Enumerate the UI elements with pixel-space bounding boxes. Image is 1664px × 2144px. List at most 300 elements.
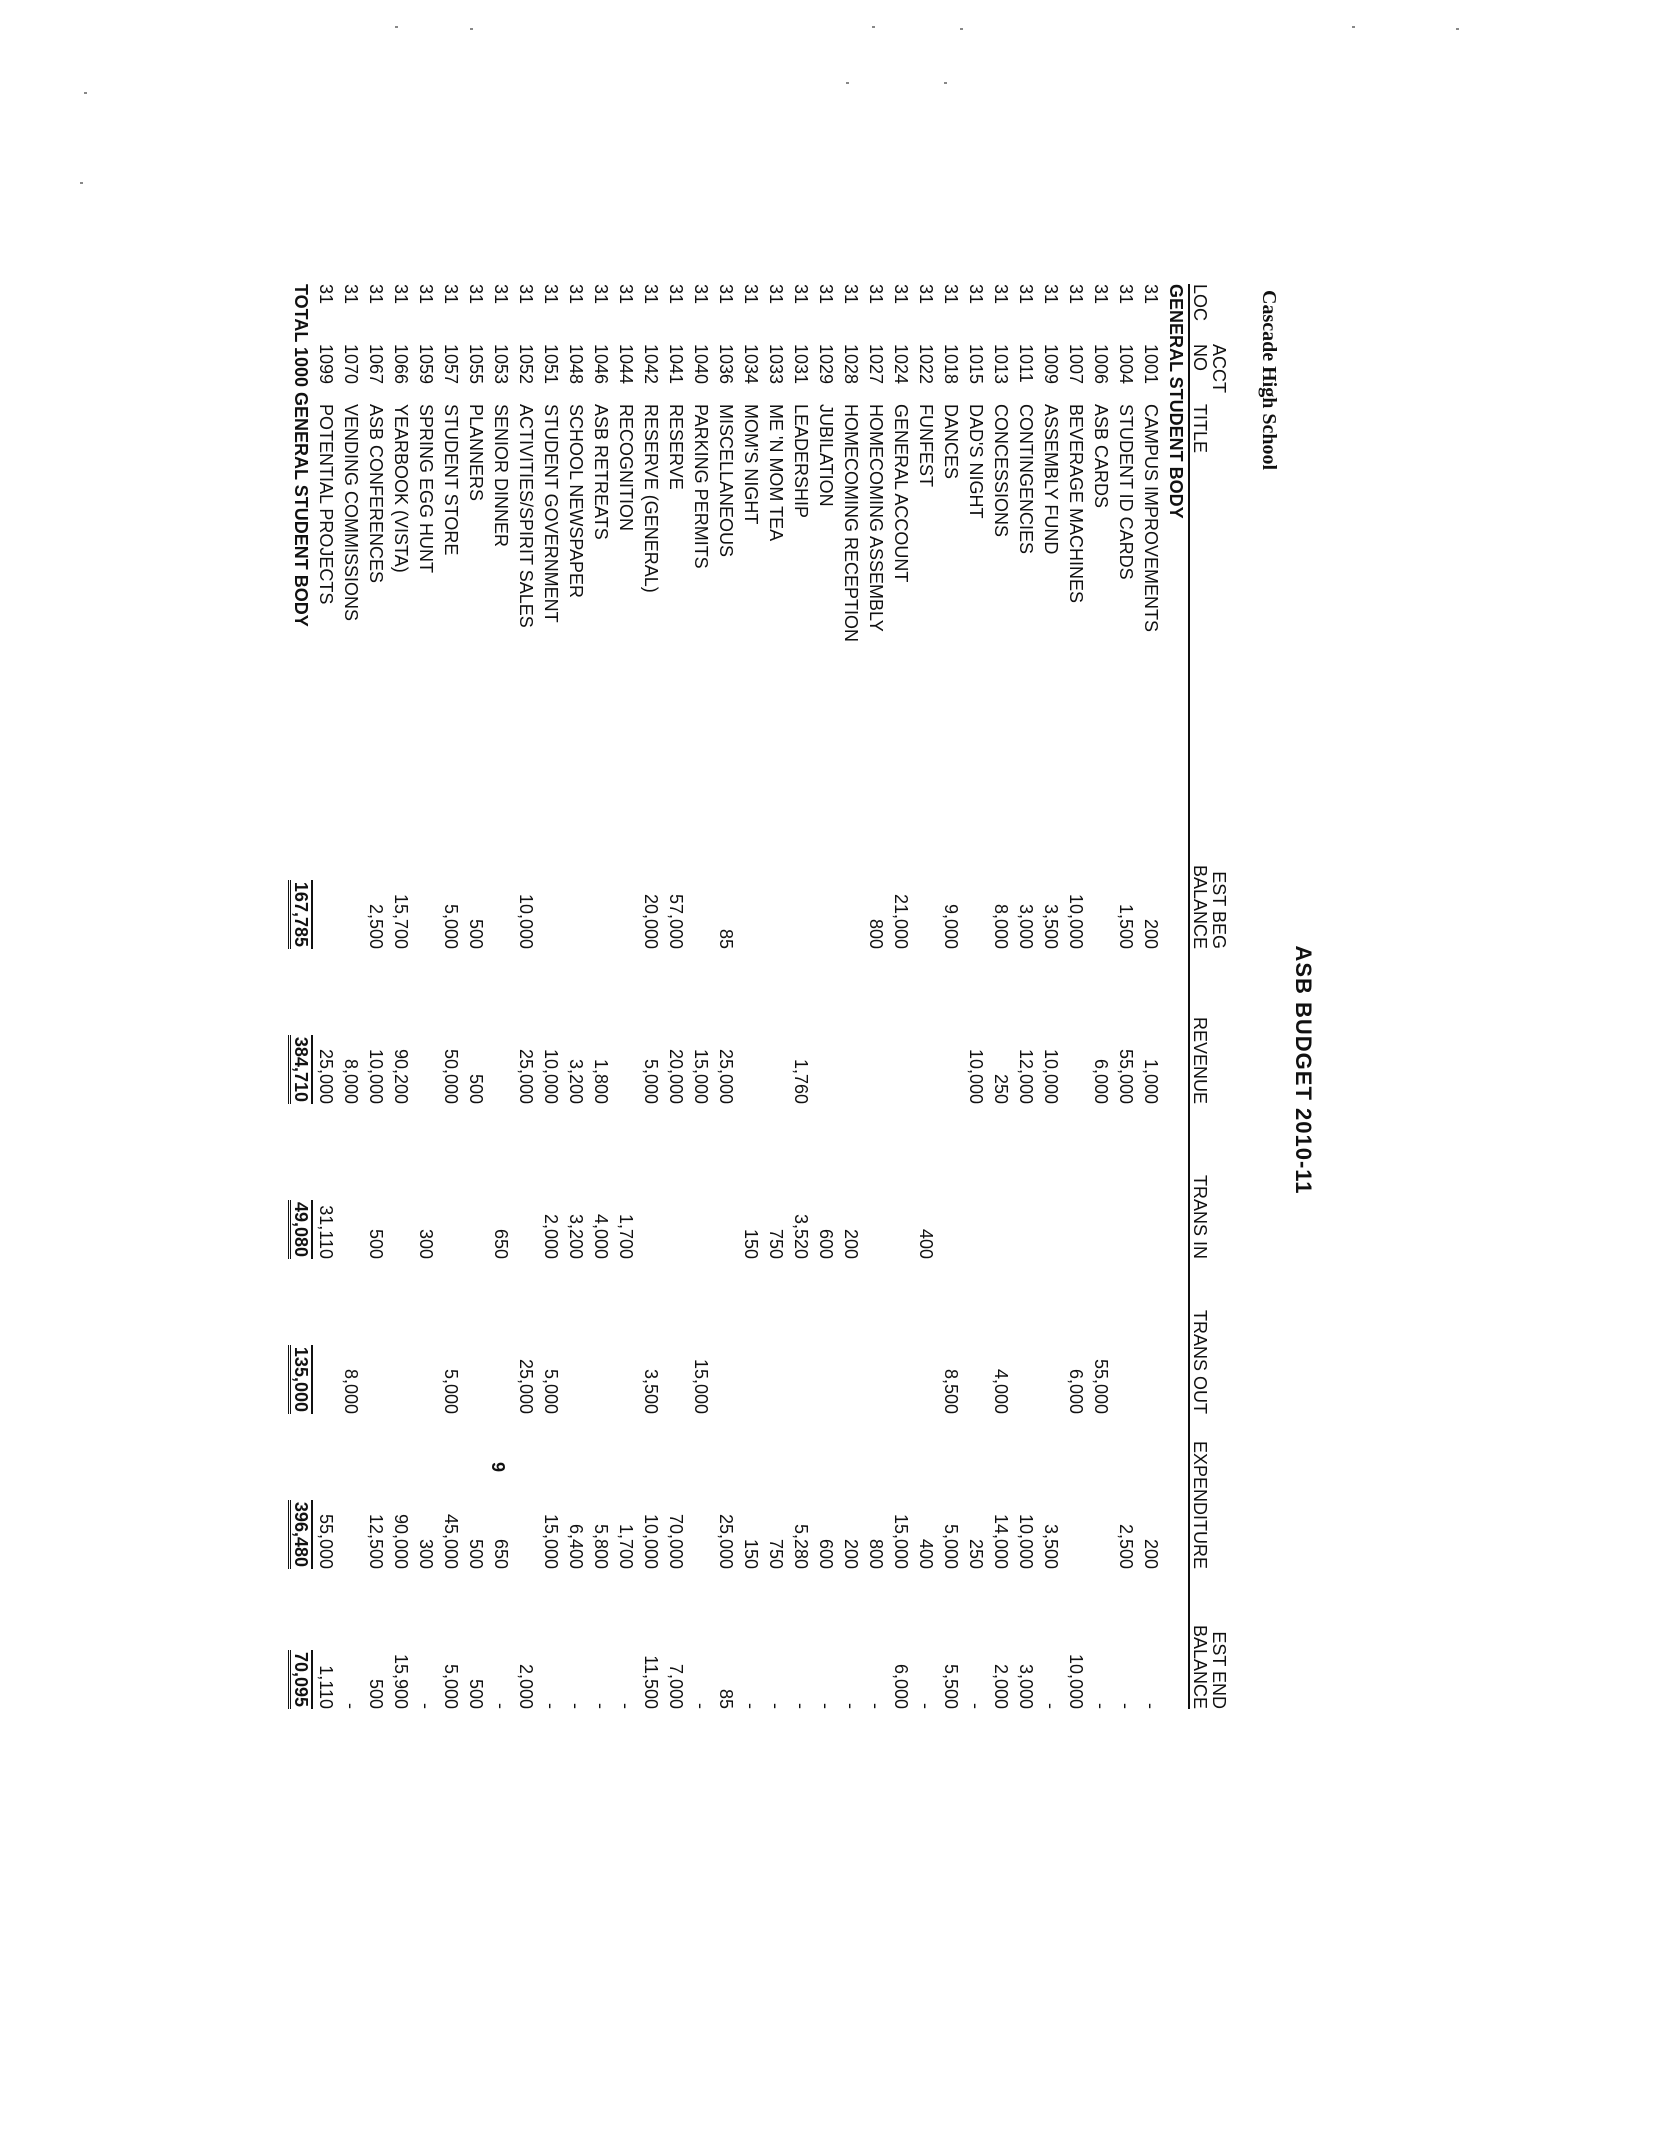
- row-expenditure: 5,800: [591, 1523, 611, 1569]
- table-body: [313, 284, 1189, 1709]
- row-trans-in: 31,110: [316, 1205, 336, 1259]
- row-revenue: [763, 949, 788, 1104]
- row-est-beg-balance: 3,000: [1016, 903, 1036, 949]
- row-trans-in: [863, 1104, 888, 1259]
- table-row: [938, 284, 963, 1709]
- row-acct-no: 1022: [916, 344, 936, 385]
- row-title: RECOGNITION: [616, 404, 636, 532]
- row-trans-in: [663, 1104, 688, 1259]
- row-revenue: [913, 949, 938, 1104]
- row-revenue: [888, 949, 913, 1104]
- row-est-beg-balance: 21,000: [891, 893, 911, 949]
- row-est-beg-balance: 10,000: [516, 893, 536, 949]
- row-loc: 31: [366, 284, 386, 305]
- row-loc: 31: [591, 284, 611, 305]
- row-loc: 31: [891, 284, 911, 305]
- col-header-title: TITLE: [1189, 394, 1244, 794]
- row-trans-in: 600: [816, 1228, 836, 1259]
- row-trans-in: 3,520: [791, 1213, 811, 1259]
- row-est-beg-balance: 57,000: [666, 893, 686, 949]
- row-title: LEADERSHIP: [791, 404, 811, 519]
- row-expenditure: 70,000: [666, 1513, 686, 1569]
- row-expenditure: 1,700: [616, 1523, 636, 1569]
- row-loc: 31: [1091, 284, 1111, 305]
- row-title: ACTIVITIES/SPIRIT SALES: [516, 404, 536, 628]
- table-row: [1013, 284, 1038, 1709]
- scan-speck: [872, 26, 875, 28]
- row-revenue: 50,000: [441, 1048, 461, 1104]
- row-est-beg-balance: [413, 794, 438, 949]
- row-est-beg-balance: [488, 794, 513, 949]
- row-est-beg-balance: [788, 794, 813, 949]
- row-loc: 31: [316, 284, 336, 305]
- row-acct-no: 1041: [666, 344, 686, 385]
- row-acct-no: 1006: [1091, 344, 1111, 385]
- row-trans-out: [1113, 1259, 1138, 1414]
- row-acct-no: 1031: [791, 344, 811, 385]
- row-loc: 31: [1066, 284, 1086, 305]
- row-revenue: 1,800: [591, 1058, 611, 1104]
- row-expenditure: 10,000: [1016, 1513, 1036, 1569]
- table-row: [763, 284, 788, 1709]
- row-trans-in: [1013, 1104, 1038, 1259]
- row-acct-no: 1001: [1141, 344, 1161, 385]
- row-est-end-balance: 2,000: [991, 1663, 1011, 1709]
- row-expenditure: 250: [966, 1538, 986, 1569]
- row-est-beg-balance: 10,000: [1066, 893, 1086, 949]
- row-trans-in: [1113, 1104, 1138, 1259]
- row-title: STUDENT STORE: [441, 404, 461, 556]
- row-title: DAD'S NIGHT: [966, 404, 986, 519]
- row-title: VENDING COMMISSIONS: [341, 404, 361, 622]
- row-trans-out: 5,000: [541, 1368, 561, 1414]
- row-est-beg-balance: 15,700: [391, 893, 411, 949]
- row-trans-in: [438, 1104, 463, 1259]
- scan-speck: [1456, 28, 1459, 30]
- row-revenue: 1,000: [1141, 1058, 1161, 1104]
- row-revenue: 55,000: [1116, 1048, 1136, 1104]
- row-expenditure: 650: [491, 1538, 511, 1569]
- row-acct-no: 1013: [991, 344, 1011, 385]
- row-title: HOMECOMING RECEPTION: [841, 404, 861, 643]
- table-row: [688, 284, 713, 1709]
- row-loc: 31: [716, 284, 736, 305]
- table-row: [638, 284, 663, 1709]
- row-acct-no: 1051: [541, 344, 561, 385]
- row-est-beg-balance: [588, 794, 613, 949]
- row-loc: 31: [1016, 284, 1036, 305]
- row-expenditure: 5,280: [791, 1523, 811, 1569]
- total-row: [288, 284, 313, 1709]
- row-revenue: [613, 949, 638, 1104]
- row-est-beg-balance: [313, 794, 338, 949]
- row-revenue: [838, 949, 863, 1104]
- row-est-end-balance: 10,000: [1066, 1653, 1086, 1709]
- document-body: [291, 284, 1320, 1850]
- row-trans-in: 200: [841, 1228, 861, 1259]
- row-loc: 31: [741, 284, 761, 305]
- row-revenue: 250: [991, 1073, 1011, 1104]
- row-expenditure: 300: [416, 1538, 436, 1569]
- row-est-end-balance: -: [591, 1703, 611, 1709]
- row-loc: 31: [491, 284, 511, 305]
- row-title: ASB RETREATS: [591, 404, 611, 540]
- table-row: [788, 284, 813, 1709]
- row-revenue: 10,000: [366, 1048, 386, 1104]
- row-title: SCHOOL NEWSPAPER: [566, 404, 586, 599]
- row-trans-in: 3,200: [566, 1213, 586, 1259]
- row-acct-no: 1007: [1066, 344, 1086, 385]
- row-est-beg-balance: [1088, 794, 1113, 949]
- table-row: [813, 284, 838, 1709]
- row-revenue: [813, 949, 838, 1104]
- total-revenue: 384,710: [288, 949, 313, 1104]
- col-header-est-end-balance: EST END BALANCE: [1189, 1569, 1244, 1709]
- row-trans-out: [913, 1259, 938, 1414]
- row-title: FUNFEST: [916, 404, 936, 487]
- row-revenue: 1,760: [791, 1058, 811, 1104]
- row-trans-in: 1,700: [616, 1213, 636, 1259]
- row-loc: 31: [566, 284, 586, 305]
- table-header-row: [1189, 284, 1244, 1709]
- row-trans-out: [388, 1259, 413, 1414]
- row-trans-in: [888, 1104, 913, 1259]
- row-revenue: 500: [466, 1073, 486, 1104]
- row-title: CAMPUS IMPROVEMENTS: [1141, 404, 1161, 633]
- row-trans-in: [638, 1104, 663, 1259]
- row-acct-no: 1029: [816, 344, 836, 385]
- row-acct-no: 1046: [591, 344, 611, 385]
- row-revenue: [938, 949, 963, 1104]
- row-loc: 31: [541, 284, 561, 305]
- row-est-end-balance: 5,000: [441, 1663, 461, 1709]
- row-est-beg-balance: [738, 794, 763, 949]
- row-trans-out: 15,000: [691, 1358, 711, 1414]
- row-est-end-balance: -: [541, 1703, 561, 1709]
- row-acct-no: 1070: [341, 344, 361, 385]
- row-est-beg-balance: [913, 794, 938, 949]
- col-header-loc: LOC: [1189, 284, 1244, 344]
- row-acct-no: 1018: [941, 344, 961, 385]
- row-trans-in: [513, 1104, 538, 1259]
- row-est-beg-balance: [613, 794, 638, 949]
- row-trans-out: [463, 1259, 488, 1414]
- row-trans-out: [888, 1259, 913, 1414]
- row-expenditure: 55,000: [316, 1513, 336, 1569]
- row-loc: 31: [516, 284, 536, 305]
- row-title: CONTINGENCIES: [1016, 404, 1036, 555]
- row-revenue: 20,000: [666, 1048, 686, 1104]
- col-header-acct: ACCT NO: [1189, 344, 1244, 394]
- table-row: [413, 284, 438, 1709]
- row-trans-out: [313, 1259, 338, 1414]
- row-trans-out: [663, 1259, 688, 1414]
- row-est-end-balance: -: [1116, 1703, 1136, 1709]
- row-trans-out: 3,500: [641, 1368, 661, 1414]
- row-acct-no: 1099: [316, 344, 336, 385]
- row-title: RESERVE (GENERAL): [641, 404, 661, 593]
- row-est-end-balance: 6,000: [891, 1663, 911, 1709]
- row-acct-no: 1057: [441, 344, 461, 385]
- row-expenditure: [1088, 1414, 1113, 1569]
- table-row: [588, 284, 613, 1709]
- row-est-beg-balance: 500: [466, 918, 486, 949]
- row-loc: 31: [941, 284, 961, 305]
- row-expenditure: 600: [816, 1538, 836, 1569]
- table-row: [863, 284, 888, 1709]
- row-revenue: 5,000: [641, 1058, 661, 1104]
- row-loc: 31: [991, 284, 1011, 305]
- row-revenue: [413, 949, 438, 1104]
- page-number: 9: [488, 1462, 508, 1473]
- row-est-end-balance: -: [616, 1703, 636, 1709]
- row-trans-out: [963, 1259, 988, 1414]
- row-acct-no: 1034: [741, 344, 761, 385]
- row-expenditure: 25,000: [716, 1513, 736, 1569]
- row-acct-no: 1040: [691, 344, 711, 385]
- row-trans-in: [988, 1104, 1013, 1259]
- row-est-beg-balance: 20,000: [641, 893, 661, 949]
- row-trans-out: [413, 1259, 438, 1414]
- school-name: Cascade High School: [1258, 290, 1280, 471]
- table-row: [613, 284, 638, 1709]
- row-expenditure: 500: [466, 1538, 486, 1569]
- row-est-end-balance: -: [341, 1703, 361, 1709]
- row-trans-out: 25,000: [516, 1358, 536, 1414]
- row-est-beg-balance: 5,000: [441, 903, 461, 949]
- row-title: STUDENT GOVERNMENT: [541, 404, 561, 623]
- row-revenue: [1063, 949, 1088, 1104]
- row-est-beg-balance: 2,500: [366, 903, 386, 949]
- row-est-beg-balance: 8,000: [991, 903, 1011, 949]
- row-loc: 31: [1141, 284, 1161, 305]
- row-est-end-balance: -: [1041, 1703, 1061, 1709]
- row-revenue: 10,000: [541, 1048, 561, 1104]
- row-trans-in: 300: [416, 1228, 436, 1259]
- row-revenue: 8,000: [341, 1058, 361, 1104]
- document-title: ASB BUDGET 2010-11: [1291, 945, 1316, 1195]
- row-trans-out: [1138, 1259, 1163, 1414]
- row-acct-no: 1055: [466, 344, 486, 385]
- table-row: [563, 284, 588, 1709]
- scan-speck: [84, 92, 87, 94]
- col-header-trans-out: TRANS OUT: [1189, 1259, 1244, 1414]
- total-trans-out: 135,000: [288, 1259, 313, 1414]
- row-trans-out: [588, 1259, 613, 1414]
- row-expenditure: 10,000: [641, 1513, 661, 1569]
- table-row: [388, 284, 413, 1709]
- scan-speck: [960, 28, 963, 30]
- row-loc: 31: [466, 284, 486, 305]
- row-trans-out: [788, 1259, 813, 1414]
- row-est-end-balance: 1,110: [316, 1665, 336, 1709]
- row-est-beg-balance: [563, 794, 588, 949]
- row-expenditure: 5,000: [941, 1523, 961, 1569]
- row-expenditure: [1063, 1414, 1088, 1569]
- row-expenditure: 200: [1141, 1538, 1161, 1569]
- row-expenditure: [338, 1414, 363, 1569]
- scan-speck: [80, 182, 83, 184]
- row-title: ASSEMBLY FUND: [1041, 404, 1061, 555]
- row-title: ME 'N MOM TEA: [766, 404, 786, 542]
- row-est-beg-balance: [838, 794, 863, 949]
- total-expenditure: 396,480: [288, 1414, 313, 1569]
- row-acct-no: 1067: [366, 344, 386, 385]
- row-est-end-balance: -: [966, 1703, 986, 1709]
- row-est-end-balance: 2,000: [516, 1663, 536, 1709]
- row-est-beg-balance: 800: [866, 918, 886, 949]
- row-trans-in: [388, 1104, 413, 1259]
- row-est-beg-balance: 3,500: [1041, 903, 1061, 949]
- row-est-end-balance: -: [1091, 1703, 1111, 1709]
- row-revenue: [738, 949, 763, 1104]
- section-row: [1163, 284, 1189, 1709]
- row-revenue: 10,000: [966, 1048, 986, 1104]
- row-acct-no: 1015: [966, 344, 986, 385]
- row-revenue: 6,000: [1091, 1058, 1111, 1104]
- row-title: YEARBOOK (VISTA): [391, 404, 411, 573]
- row-trans-in: [688, 1104, 713, 1259]
- row-title: ASB CARDS: [1091, 404, 1111, 509]
- row-est-end-balance: -: [1141, 1703, 1161, 1709]
- row-trans-out: [863, 1259, 888, 1414]
- row-est-end-balance: -: [916, 1703, 936, 1709]
- row-trans-out: [613, 1259, 638, 1414]
- row-expenditure: 150: [741, 1538, 761, 1569]
- row-expenditure: 400: [916, 1538, 936, 1569]
- table-row: [663, 284, 688, 1709]
- row-est-beg-balance: 200: [1141, 918, 1161, 949]
- row-expenditure: 15,000: [891, 1513, 911, 1569]
- table-row: [838, 284, 863, 1709]
- scan-speck: [395, 26, 398, 28]
- row-acct-no: 1052: [516, 344, 536, 385]
- row-trans-out: [563, 1259, 588, 1414]
- row-acct-no: 1048: [566, 344, 586, 385]
- budget-table: [288, 284, 1244, 1709]
- row-trans-out: 8,500: [941, 1368, 961, 1414]
- row-est-end-balance: -: [566, 1703, 586, 1709]
- row-est-end-balance: -: [491, 1703, 511, 1709]
- scan-speck: [846, 82, 849, 84]
- table-row: [1088, 284, 1113, 1709]
- table-row: [338, 284, 363, 1709]
- row-est-beg-balance: [538, 794, 563, 949]
- row-acct-no: 1059: [416, 344, 436, 385]
- scan-speck: [470, 28, 473, 30]
- row-trans-in: [963, 1104, 988, 1259]
- row-acct-no: 1009: [1041, 344, 1061, 385]
- row-trans-in: [463, 1104, 488, 1259]
- row-trans-out: [763, 1259, 788, 1414]
- row-loc: 31: [641, 284, 661, 305]
- row-trans-in: 2,000: [541, 1213, 561, 1259]
- row-est-end-balance: -: [766, 1703, 786, 1709]
- table-row: [488, 284, 513, 1709]
- row-est-beg-balance: 85: [716, 928, 736, 949]
- row-est-beg-balance: [763, 794, 788, 949]
- row-loc: 31: [416, 284, 436, 305]
- row-trans-in: [338, 1104, 363, 1259]
- row-acct-no: 1028: [841, 344, 861, 385]
- row-acct-no: 1036: [716, 344, 736, 385]
- row-expenditure: 800: [866, 1538, 886, 1569]
- row-title: GENERAL ACCOUNT: [891, 404, 911, 583]
- row-revenue: 25,000: [516, 1048, 536, 1104]
- row-trans-out: [813, 1259, 838, 1414]
- row-trans-out: [488, 1259, 513, 1414]
- table-row: [438, 284, 463, 1709]
- row-est-beg-balance: [813, 794, 838, 949]
- row-est-end-balance: 3,000: [1016, 1663, 1036, 1709]
- row-trans-out: [363, 1259, 388, 1414]
- table-row: [713, 284, 738, 1709]
- row-expenditure: 45,000: [441, 1513, 461, 1569]
- row-revenue: [488, 949, 513, 1104]
- row-trans-out: 6,000: [1066, 1368, 1086, 1414]
- table-row: [313, 284, 338, 1709]
- row-trans-out: [1013, 1259, 1038, 1414]
- row-expenditure: 15,000: [541, 1513, 561, 1569]
- row-est-end-balance: -: [741, 1703, 761, 1709]
- row-trans-in: 400: [916, 1228, 936, 1259]
- row-title: DANCES: [941, 404, 961, 480]
- row-est-end-balance: 15,900: [391, 1653, 411, 1709]
- table-row: [738, 284, 763, 1709]
- row-expenditure: 6,400: [566, 1523, 586, 1569]
- row-title: STUDENT ID CARDS: [1116, 404, 1136, 580]
- row-trans-out: [738, 1259, 763, 1414]
- row-trans-in: 750: [766, 1228, 786, 1259]
- total-est-beg-balance: 167,785: [288, 794, 313, 949]
- row-loc: 31: [791, 284, 811, 305]
- row-trans-in: [1088, 1104, 1113, 1259]
- row-loc: 31: [866, 284, 886, 305]
- table-row: [988, 284, 1013, 1709]
- row-expenditure: 14,000: [991, 1513, 1011, 1569]
- row-trans-in: [1038, 1104, 1063, 1259]
- row-acct-no: 1027: [866, 344, 886, 385]
- scan-speck: [944, 82, 947, 84]
- row-title: POTENTIAL PROJECTS: [316, 404, 336, 605]
- row-est-beg-balance: 1,500: [1116, 903, 1136, 949]
- row-est-end-balance: -: [816, 1703, 836, 1709]
- row-title: BEVERAGE MACHINES: [1066, 404, 1086, 604]
- row-revenue: 25,000: [316, 1048, 336, 1104]
- row-trans-in: [938, 1104, 963, 1259]
- row-trans-in: 650: [491, 1228, 511, 1259]
- table-row: [1038, 284, 1063, 1709]
- row-revenue: 15,000: [691, 1048, 711, 1104]
- row-title: JUBILATION: [816, 404, 836, 507]
- table-row: [1138, 284, 1163, 1709]
- row-loc: 31: [441, 284, 461, 305]
- col-header-est-beg-balance: EST BEG BALANCE: [1189, 794, 1244, 949]
- row-title: ASB CONFERENCES: [366, 404, 386, 584]
- row-acct-no: 1044: [616, 344, 636, 385]
- row-expenditure: 3,500: [1041, 1523, 1061, 1569]
- row-est-end-balance: 11,500: [641, 1655, 661, 1709]
- row-loc: 31: [616, 284, 636, 305]
- row-trans-in: 4,000: [591, 1213, 611, 1259]
- rotated-document-frame: [291, 284, 1320, 1850]
- row-title: RESERVE: [666, 404, 686, 490]
- row-est-beg-balance: 9,000: [941, 903, 961, 949]
- row-expenditure: 90,000: [391, 1513, 411, 1569]
- row-title: MISCELLANEOUS: [716, 404, 736, 558]
- row-trans-in: 500: [366, 1228, 386, 1259]
- row-loc: 31: [391, 284, 411, 305]
